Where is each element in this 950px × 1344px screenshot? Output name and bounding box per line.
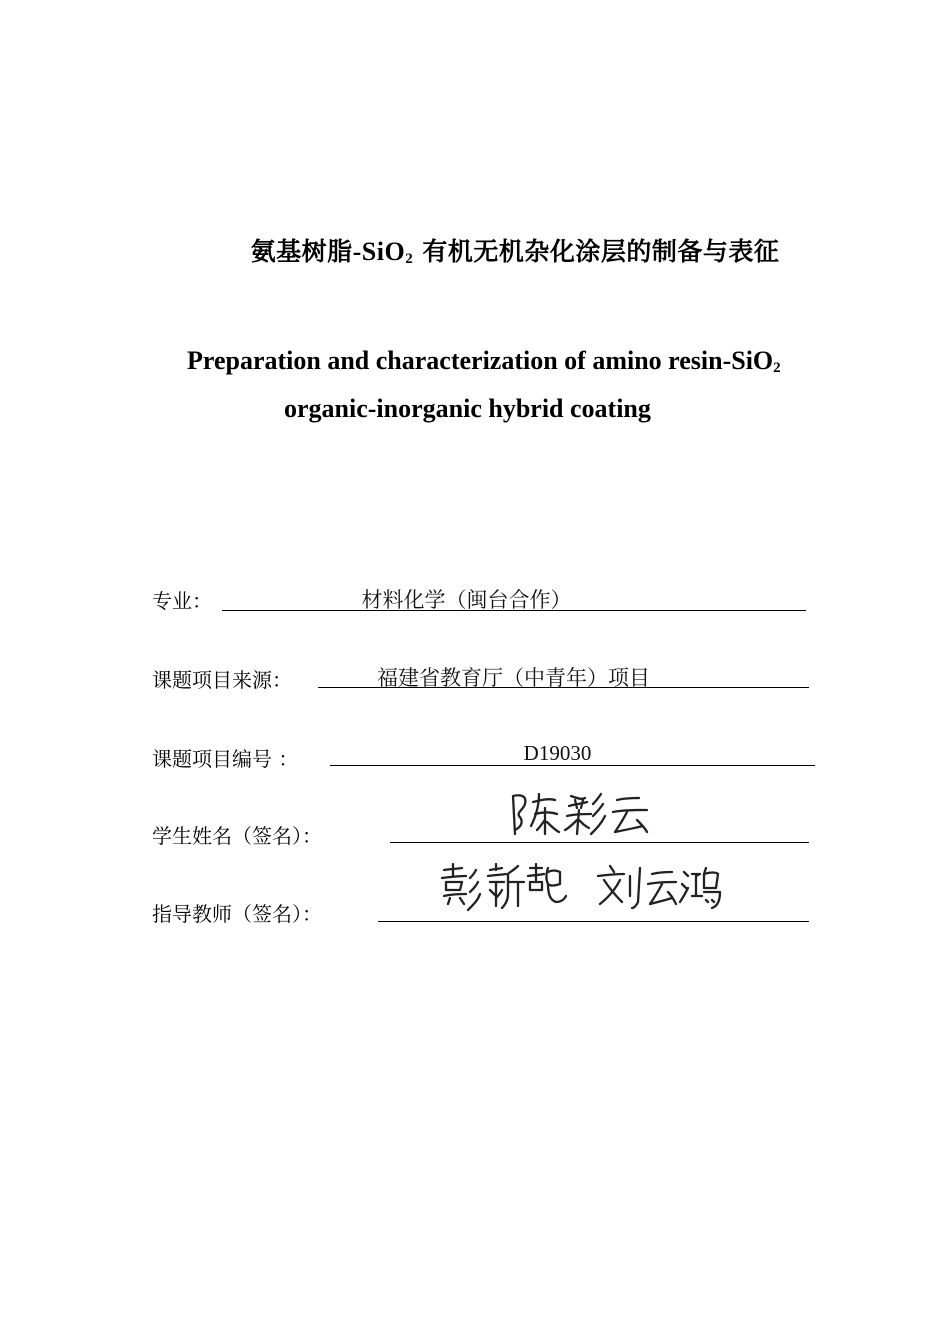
advisor-signature-handwriting-2 bbox=[592, 862, 724, 912]
chinese-title-chem bbox=[353, 237, 414, 266]
project-number-label: 课题项目编号 ： bbox=[152, 747, 299, 771]
advisor-name-label: 指导教师（签名）： bbox=[152, 902, 322, 926]
student-name-label: 学生姓名（签名）： bbox=[152, 824, 322, 848]
chinese-title-chem-sub: 2 bbox=[405, 251, 414, 267]
chinese-title-suffix: 有机无机杂化涂层的制备与表征 bbox=[413, 237, 780, 266]
chinese-title-prefix: 氨基树脂 bbox=[250, 237, 353, 266]
english-title-line2: organic-inorganic hybrid coating bbox=[284, 394, 651, 423]
project-source-value: 福建省教育厅（中青年）项目 bbox=[377, 666, 650, 690]
english-title-line1-main: Preparation and characterization of amino resin-SiO bbox=[187, 346, 774, 375]
major-value: 材料化学（闽台合作） bbox=[361, 588, 572, 612]
chinese-title bbox=[0, 232, 950, 268]
chinese-title-chem-main: -SiO bbox=[352, 237, 406, 266]
english-title-line1-sub: 2 bbox=[773, 360, 781, 376]
student-signature-handwriting bbox=[505, 788, 655, 840]
project-source-label: 课题项目来源： bbox=[152, 668, 292, 692]
project-number-value: D19030 bbox=[523, 741, 592, 765]
english-title-line1 bbox=[187, 346, 781, 377]
major-label: 专业： bbox=[152, 589, 212, 613]
advisor-signature-handwriting-1 bbox=[438, 860, 568, 914]
